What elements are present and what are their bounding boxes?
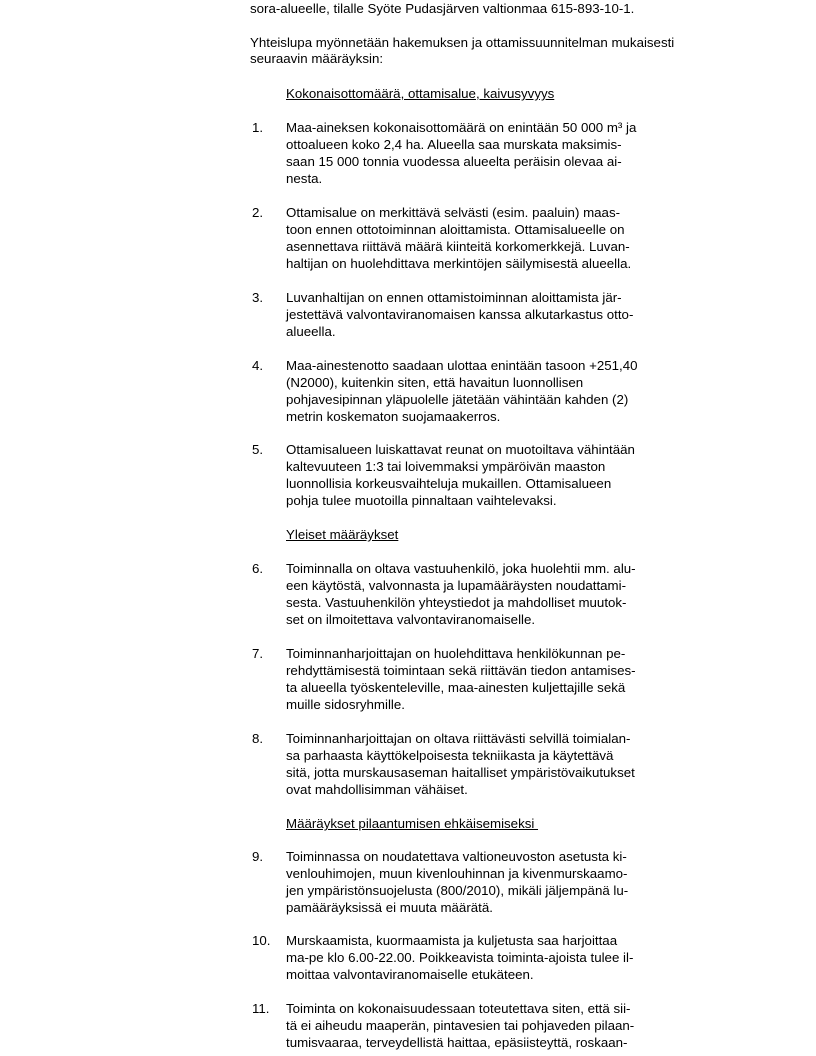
item-number: 7. [252, 646, 264, 661]
intro-line: Yhteislupa myönnetään hakemuksen ja ottamissuunnitelman mukaisesti [250, 35, 675, 50]
item-text-line: nesta. [286, 171, 323, 186]
item-number: 4. [252, 358, 264, 373]
item-number: 5. [252, 442, 264, 457]
item-text-line: Toiminnassa on noudatettava valtioneuvoston asetusta ki- [286, 849, 627, 864]
item-text-line: Luvanhaltijan on ennen ottamistoiminnan aloittamista jär- [286, 290, 622, 305]
item-number: 11. [252, 1001, 270, 1016]
item-text-line: muille sidosryhmille. [286, 697, 405, 712]
section-heading: Yleiset määräykset [286, 527, 399, 542]
item-text-line: sesta. Vastuuhenkilön yhteystiedot ja mahdolliset muutok- [286, 595, 627, 610]
item-number: 8. [252, 731, 264, 746]
item-text-line: ovat mahdollisimman vähäiset. [286, 782, 468, 797]
item-number: 10. [252, 933, 271, 948]
intro-line: sora-alueelle, tilalle Syöte Pudasjärven valtionmaa 615-893-10-1. [250, 1, 635, 16]
item-text-line: haltijan on huolehdittava merkintöjen säilymisestä alueella. [286, 256, 632, 271]
item-text-line: Toiminnanharjoittajan on oltava riittävästi selvillä toimialan- [286, 731, 631, 746]
item-text-line: pamääräyksissä ei muuta määrätä. [286, 900, 493, 915]
item-text-line: moittaa valvontaviranomaiselle etukäteen. [286, 967, 534, 982]
item-text-line: jestettävä valvontaviranomaisen kanssa alkutarkastus otto- [286, 307, 634, 322]
section-heading: Määräykset pilaantumisen ehkäisemiseksi [286, 816, 539, 831]
item-text-line: asennettava riittävä määrä kiinteitä korkomerkkejä. Luvan- [286, 239, 630, 254]
item-text-line: Ottamisalue on merkittävä selvästi (esim. paaluin) maas- [286, 205, 621, 220]
item-number: 3. [252, 290, 264, 305]
item-text-line: Toiminta on kokonaisuudessaan toteutettava siten, että sii- [286, 1001, 631, 1016]
item-text-line: pohjavesipinnan yläpuolelle jätetään vähintään kahden (2) [286, 392, 629, 407]
item-text-line: jen ympäristönsuojelusta (800/2010), mikäli jäljempänä lu- [286, 883, 629, 898]
item-text-line: luonnollisia korkeusvaihteluja mukaillen. Ottamisalueen [286, 476, 612, 491]
item-text-line: kaltevuuteen 1:3 tai loivemmaksi ympäröivän maaston [286, 459, 606, 474]
item-text-line: Toiminnanharjoittajan on huolehdittava henkilökunnan pe- [286, 646, 626, 661]
intro-line: seuraavin määräyksin: [250, 51, 384, 66]
item-text-line: sitä, jotta murskausaseman haitalliset ympäristövaikutukset [286, 765, 635, 780]
item-number: 6. [252, 561, 264, 576]
item-text-line: (N2000), kuitenkin siten, että havaitun luonnollisen [286, 375, 584, 390]
item-text-line: tumisvaaraa, terveydellistä haittaa, epäsiisteyttä, roskaan- [286, 1035, 628, 1050]
item-text-line: ta alueella työskenteleville, maa-ainesten kuljettajille sekä [286, 680, 626, 695]
item-text-line: Murskaamista, kuormaamista ja kuljetusta saa harjoittaa [286, 933, 618, 948]
item-text-line: ottoalueen koko 2,4 ha. Alueella saa murskata maksimis- [286, 137, 622, 152]
item-number: 1. [252, 120, 264, 135]
item-text-line: een käytöstä, valvonnasta ja lupamääräysten noudattami- [286, 578, 627, 593]
item-text-line: rehdyttämisestä toimintaan sekä riittävän tiedon antamises- [286, 663, 636, 678]
item-text-line: venlouhimojen, muun kivenlouhinnan ja kivenmurskaamo- [286, 866, 628, 881]
item-text-line: pohja tulee muotoilla pinnaltaan vaihtelevaksi. [286, 493, 557, 508]
item-text-line: ma-pe klo 6.00-22.00. Poikkeavista toiminta-ajoista tulee il- [286, 950, 634, 965]
item-text-line: metrin koskematon suojamaakerros. [286, 409, 501, 424]
item-text-line: Maa-ainestenotto saadaan ulottaa enintään tasoon +251,40 [286, 358, 638, 373]
item-text-line: set on ilmoitettava valvontaviranomaiselle. [286, 612, 536, 627]
item-text-line: toon ennen ottotoiminnan aloittamista. Ottamisalueelle on [286, 222, 625, 237]
item-number: 2. [252, 205, 264, 220]
item-text-line: Toiminnalla on oltava vastuuhenkilö, joka huolehtii mm. alu- [286, 561, 636, 576]
item-text-line: sa parhaasta käyttökelpoisesta tekniikasta ja käytettävä [286, 748, 614, 763]
item-text-line: Ottamisalueen luiskattavat reunat on muotoiltava vähintään [286, 442, 635, 457]
item-text-line: Maa-aineksen kokonaisottomäärä on enintään 50 000 m³ ja [286, 120, 637, 135]
item-text-line: tä ei aiheudu maaperän, pintavesien tai pohjaveden pilaan- [286, 1018, 635, 1033]
section-heading: Kokonaisottomäärä, ottamisalue, kaivusyvyys [286, 86, 555, 101]
item-text-line: saan 15 000 tonnia vuodessa alueelta peräisin olevaa ai- [286, 154, 622, 169]
item-number: 9. [252, 849, 264, 864]
item-text-line: alueella. [286, 324, 336, 339]
